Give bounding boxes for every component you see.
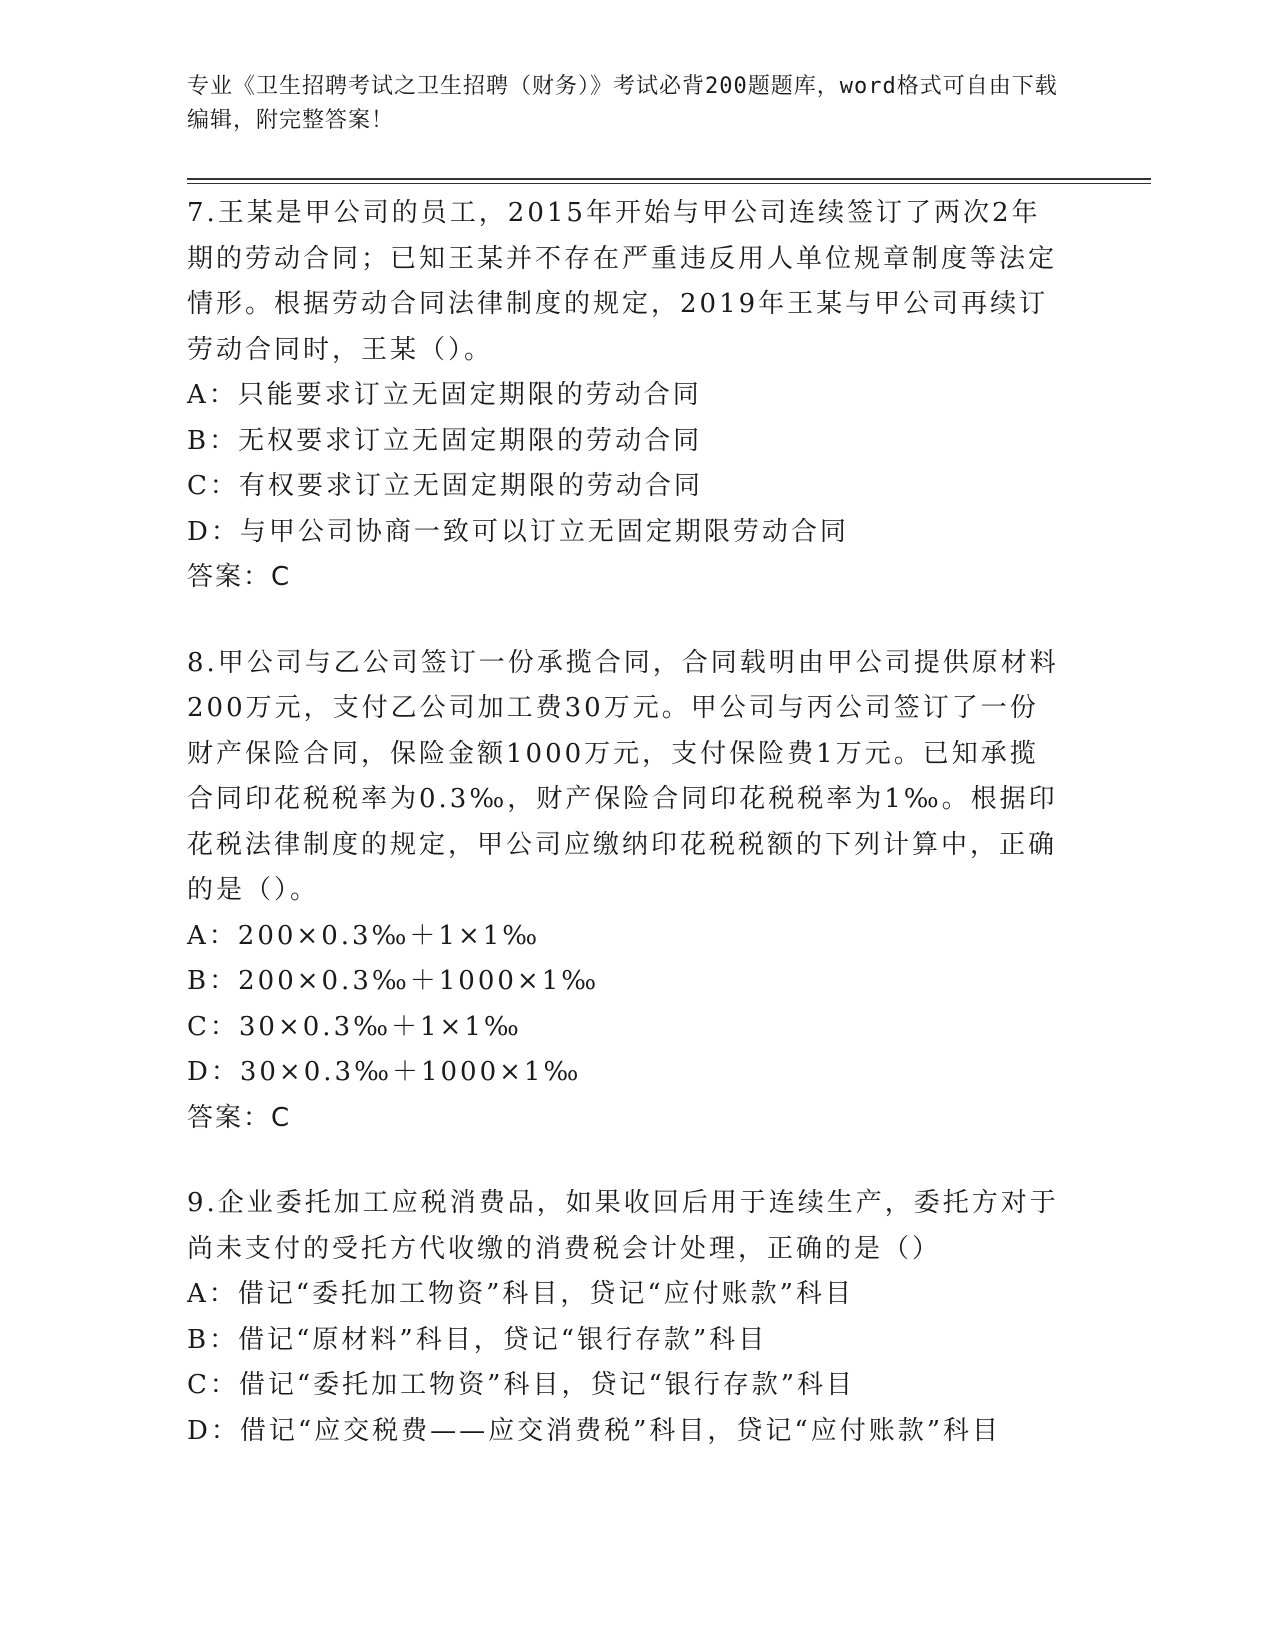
question-stem: 9.企业委托加工应税消费品，如果收回后用于连续生产，委托方对于尚未支付的受托方代收缴的消费税会计处理，正确的是（） xyxy=(187,1188,1059,1264)
answer: 答案：C xyxy=(187,1102,292,1133)
question-8 xyxy=(187,641,1067,1142)
option-a: A：只能要求订立无固定期限的劳动合同 xyxy=(187,380,702,410)
question-stem: 8.甲公司与乙公司签订一份承揽合同，合同载明由甲公司提供原材料200万元，支付乙公司加工费30万元。甲公司与丙公司签订了一份财产保险合同，保险金额1000万元，支付保险费1万元。已知承揽合同印花税税率为0.3‰，财产保险合同印花税税率为1‰。根据印花税法律制度的规定，甲公司应缴纳印花税税额的下列计算中，正确的是（）。 xyxy=(187,647,1059,905)
option-a: A：借记“委托加工物资”科目，贷记“应付账款”科目 xyxy=(187,1279,854,1309)
option-b: B：无权要求订立无固定期限的劳动合同 xyxy=(187,425,703,456)
option-d: D：与甲公司协商一致可以订立无固定期限劳动合同 xyxy=(187,516,849,547)
question-list xyxy=(187,191,1067,1494)
option-c: C：有权要求订立无固定期限的劳动合同 xyxy=(187,471,703,501)
answer: 答案：C xyxy=(187,562,292,592)
option-b: B：借记“原材料”科目，贷记“银行存款”科目 xyxy=(187,1324,768,1355)
document-header: 专业《卫生招聘考试之卫生招聘（财务）》考试必背200题题库，word格式可自由下载编辑，附完整答案！ xyxy=(187,74,1058,133)
question-stem: 7.王某是甲公司的员工，2015年开始与甲公司连续签订了两次2年期的劳动合同；已知王某并不存在严重违反用人单位规章制度等法定情形。根据劳动合同法律制度的规定，2019年王某与甲公司再续订劳动合同时，王某（）。 xyxy=(187,198,1058,365)
option-b: B：200×0.3‰＋1000×1‰ xyxy=(187,966,600,996)
option-c: C：借记“委托加工物资”科目，贷记“银行存款”科目 xyxy=(187,1370,856,1400)
option-d: D：借记“应交税费——应交消费税”科目，贷记“应付账款”科目 xyxy=(187,1415,1002,1446)
option-a: A：200×0.3‰＋1×1‰ xyxy=(187,920,541,951)
header-divider-thick xyxy=(187,178,1151,180)
option-d: D：30×0.3‰＋1000×1‰ xyxy=(187,1057,582,1087)
option-c: C：30×0.3‰＋1×1‰ xyxy=(187,1011,522,1042)
question-9 xyxy=(187,1181,1067,1454)
question-7 xyxy=(187,191,1067,601)
header-divider-thin xyxy=(187,183,1151,184)
